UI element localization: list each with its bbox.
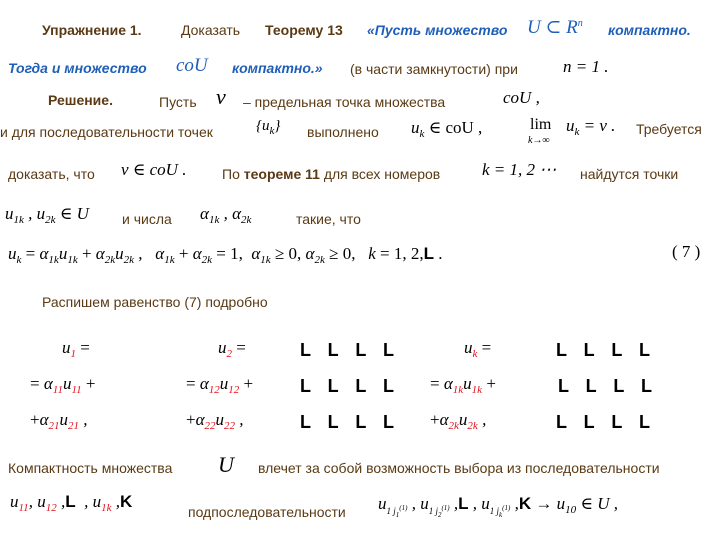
- col1-term1: = $\alpha_{11}u_{11}$ +: [30, 374, 96, 396]
- sequence-uk: $\{u_k\}$: [256, 118, 281, 137]
- v-symbol: v: [216, 84, 226, 109]
- sequence-list: $u_{11}$, $u_{12}$ ,L , $u_{1k}$ ,K: [10, 492, 133, 514]
- limit-point-text: – предельная точка множества: [243, 94, 446, 110]
- n-equals-1: n = 1 .: [563, 57, 609, 76]
- statement-compact1: компактно.: [608, 22, 691, 38]
- let-word: Пусть: [159, 94, 197, 110]
- such-that: такие, что: [296, 211, 361, 227]
- k-range: k = 1, 2 ⋯: [482, 160, 557, 179]
- statement-part1: «Пусть множество: [367, 22, 508, 38]
- set-U-formula: U ⊂ $R^n$: [527, 17, 583, 38]
- holds-word: выполнено: [307, 124, 379, 140]
- compactness-text: Компактность множества: [8, 460, 173, 476]
- exercise-title: Упражнение 1.: [42, 22, 142, 38]
- col1-u1: $u_1$ =: [62, 338, 90, 360]
- col2-u2: $u_2$ =: [218, 338, 246, 360]
- alphas-formula: $\alpha_{1k}$ , $\alpha_{2k}$: [200, 204, 252, 226]
- by-word: По теореме 11 для всех номеров: [222, 166, 441, 182]
- dots-5: L L L L: [558, 376, 659, 396]
- limit-subscript: k→∞: [528, 135, 550, 146]
- equation-number: ( 7 ): [672, 242, 701, 261]
- col2-term2: $+\alpha_{22}u_{22}$ ,: [186, 410, 244, 432]
- compactness-U: U: [218, 452, 234, 477]
- dots-4: L L L L: [556, 340, 657, 360]
- implies-text: влечет за собой возможность выбора из последовательности: [258, 460, 660, 476]
- required-word: Требуется: [636, 121, 702, 137]
- col3-term1: = $\alpha_{1k}u_{1k}$ +: [430, 374, 496, 396]
- prove-that: доказать, что: [8, 166, 95, 182]
- subsequence-formula: $u_{1 j_1^{(1)}}$ , $u_{1 j_2^{(1)}}$ ,L , $u_{1 j_k^{(1)}}$ $,K \to u_{10}$ ∈ U ,: [378, 494, 618, 519]
- limit-expr: lim: [530, 116, 552, 133]
- found-points: найдутся точки: [580, 166, 679, 182]
- v-in-coU: v ∈ coU .: [121, 160, 187, 179]
- coU-comma: coU ,: [503, 88, 540, 107]
- expand-label: Распишем равенство (7) подробно: [42, 294, 268, 310]
- coU-formula: coU: [176, 55, 208, 76]
- equation-7: $u_k = \alpha_{1k}u_{1k} + \alpha_{2k}u_{2k}$ , $\alpha_{1k} + \alpha_{2k} = 1$, $\alpha_{1k} \ge 0$, $\alpha_{2k} \ge 0$, k = 1, 2,L .: [8, 244, 443, 266]
- dots-2: L L L L: [300, 376, 401, 396]
- theorem-ref: Теорему 13: [265, 22, 343, 38]
- closure-note: (в части замкнутости) при: [350, 61, 518, 77]
- theorem11-ref: теореме 11: [243, 166, 320, 182]
- col2-term1: = $\alpha_{12}u_{12}$ +: [186, 374, 254, 396]
- col3-term2: $+\alpha_{2k}u_{2k}$ ,: [430, 410, 487, 432]
- and-numbers: и числа: [122, 211, 172, 227]
- uk-in-coU: $u_k$ ∈ coU ,: [411, 118, 483, 140]
- prove-word: Доказать: [181, 22, 241, 38]
- dots-3: L L L L: [300, 412, 401, 432]
- points-formula: $u_{1k}$ , $u_{2k}$ ∈ U: [5, 204, 89, 226]
- col1-term2: $+\alpha_{21}u_{21}$ ,: [30, 410, 88, 432]
- sequence-text: и для последовательности точек: [0, 124, 213, 140]
- statement-compact2: компактно.»: [232, 60, 323, 76]
- subseq-text: подпоследовательности: [188, 504, 346, 520]
- dots-1: L L L L: [300, 340, 401, 360]
- col3-uk: $u_k$ =: [464, 338, 492, 360]
- limit-value: $u_k = v$ .: [566, 116, 616, 138]
- statement-part2: Тогда и множество: [8, 60, 147, 76]
- solution-label: Решение.: [48, 92, 113, 108]
- dots-6: L L L L: [556, 412, 657, 432]
